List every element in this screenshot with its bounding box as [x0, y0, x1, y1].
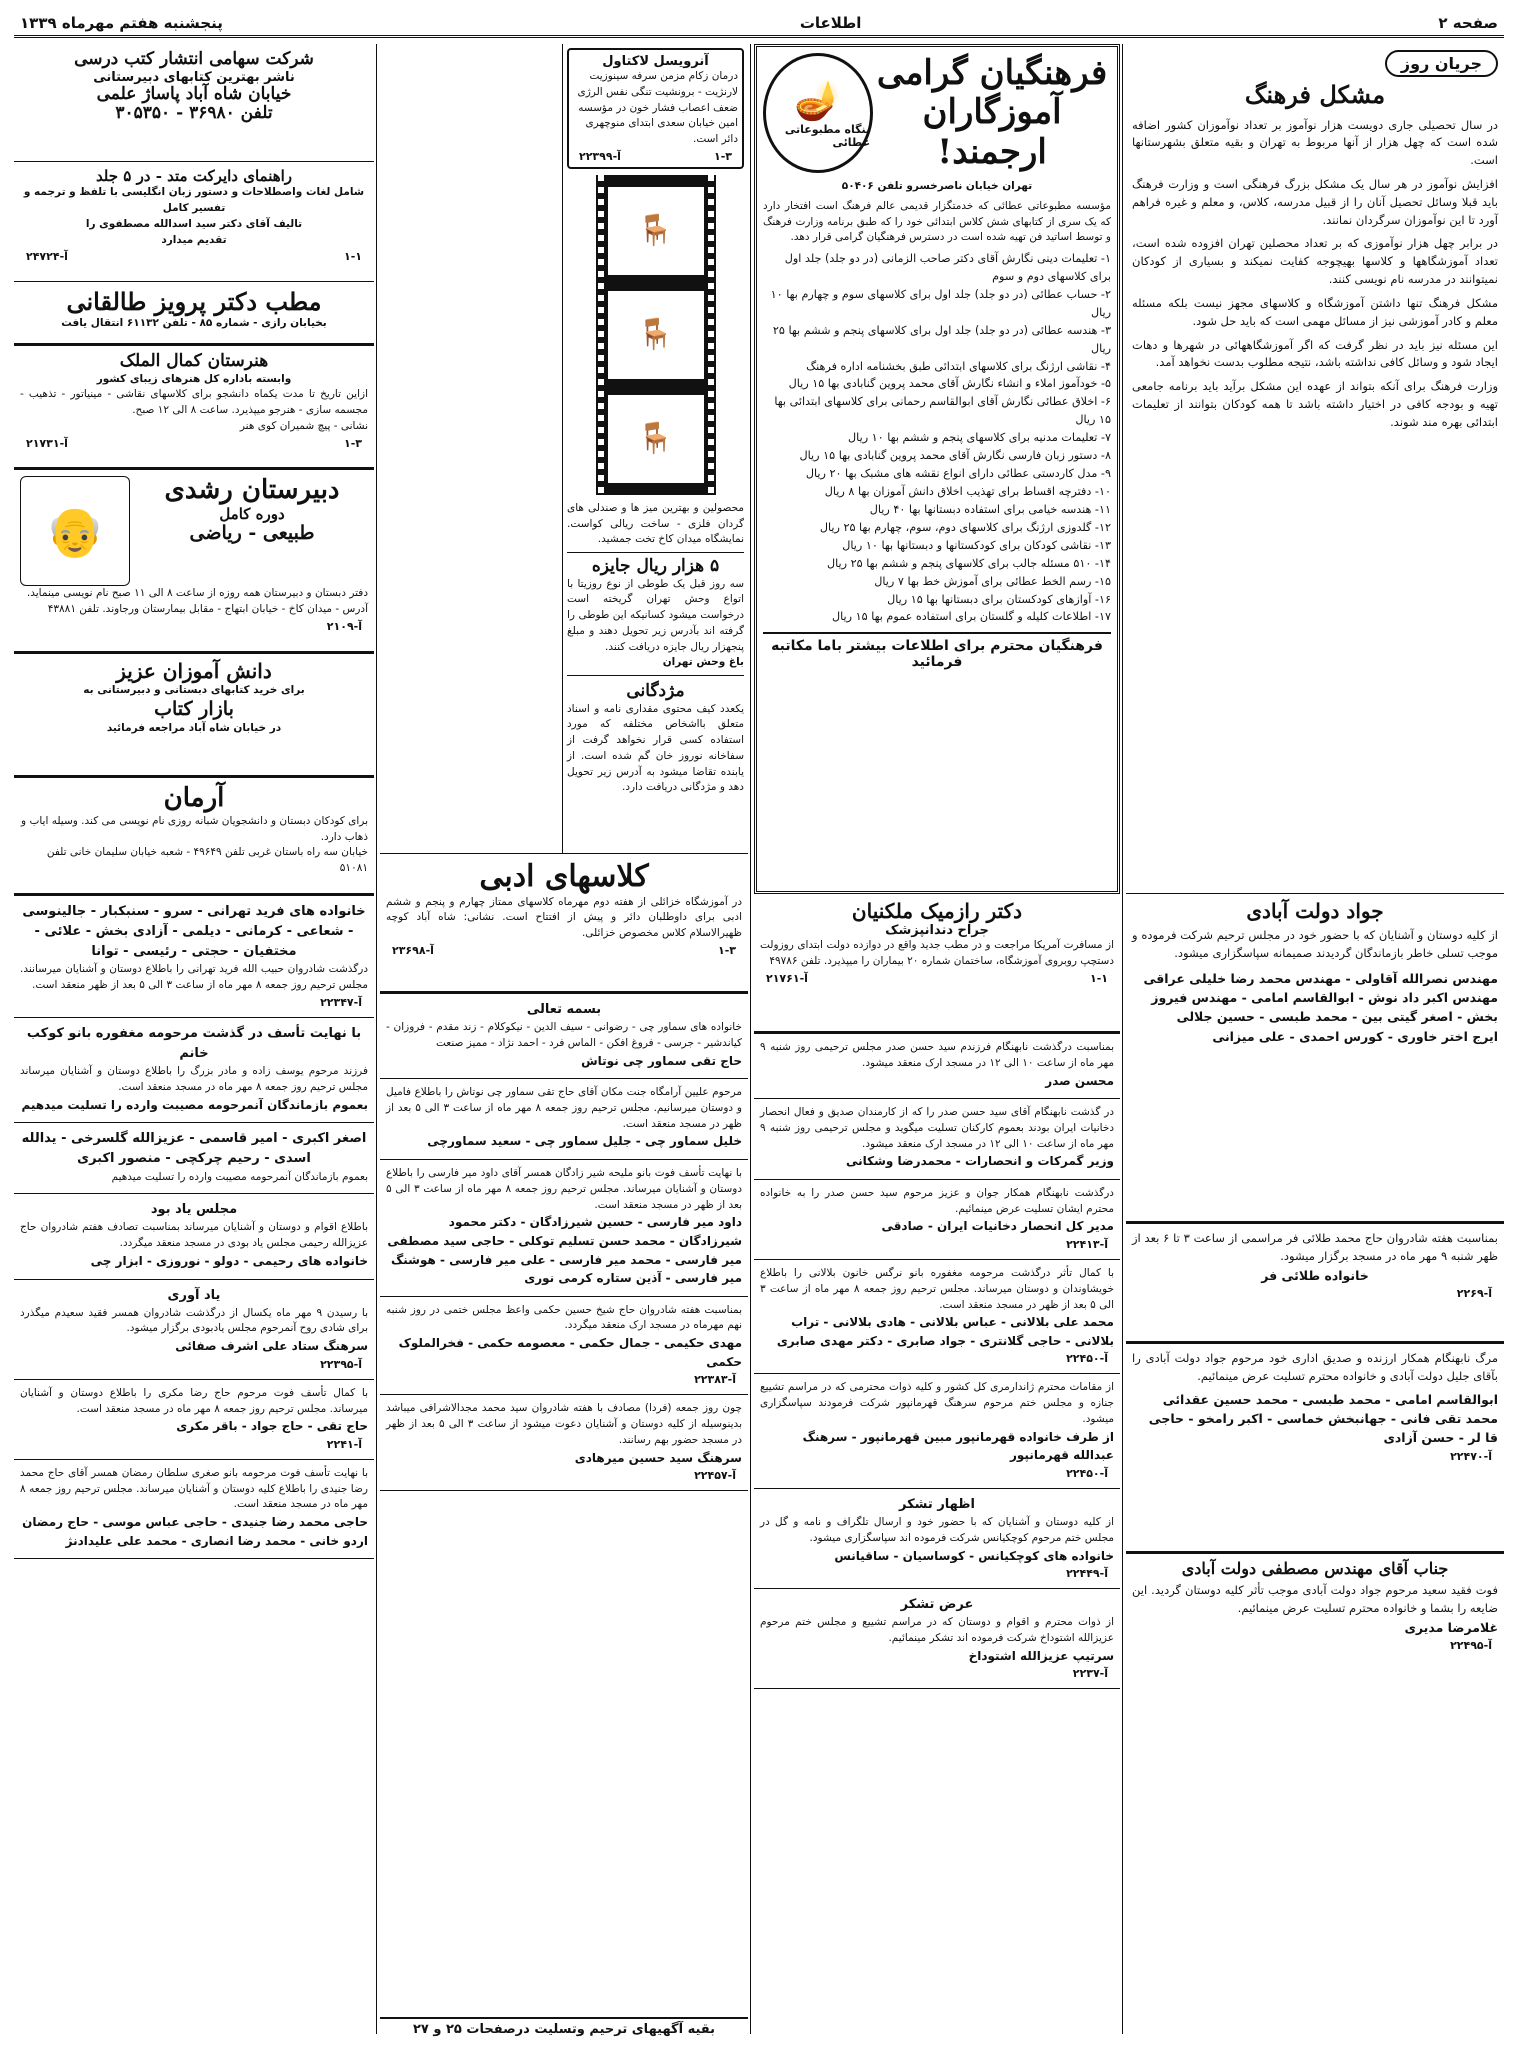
book-list-item: ۱۶- آوازهای کودکستان برای دبستانها بها ۱۵ ریال: [887, 592, 1111, 606]
ad-subtitle: دوره کامل: [219, 504, 285, 523]
ad-footer: فرهنگیان محترم برای اطلاعات بیشتر باما مکاتبه فرمائید: [763, 632, 1111, 670]
notice: [754, 1489, 1120, 1589]
book-list: [763, 250, 1111, 626]
notice-text: فوت فقید سعید مرحوم جواد دولت آبادی موجب تأثر کلیه دوستان گردید. این ضایعه را بشما و خانواده محترم تسلیت عرض مینمائیم.: [1132, 1583, 1498, 1616]
chair-icon: 🪑: [608, 291, 704, 379]
ad-address: بخیابان رازی - شماره ۸۵ - تلفن ۶۱۱۳۲ انتقال یافت: [61, 316, 327, 329]
ad-line: راهنمای دایرکت متد - در ۵ جلد: [95, 167, 293, 185]
editorial-paragraph: این مسئله نیز باید در نظر گرفت که اگر آموزشگاههائی در شهرها و دهات ایجاد شود و وسائل کافی نداشته باشد، نتیجه مطلوب بدست نخواهد آمد.: [1132, 337, 1498, 370]
notice: [380, 994, 748, 1079]
ad-title: مژدگانی: [626, 681, 685, 702]
notice-title: با نهایت تأسف در گذشت مرحومه مغفوره بانو کوکب خانم: [26, 1025, 362, 1062]
editorial-title: مشکل فرهنگ: [1244, 80, 1386, 109]
notice-sign: سرهنگ سید حسین میرهادی: [574, 1450, 742, 1465]
ad-ref: ۱-۱: [344, 250, 362, 264]
arman-school-ad: [14, 778, 374, 896]
editorial-paragraph: وزارت فرهنگ برای آنکه بتواند از عهده این مشکل برآید باید برنامه جامعی تهیه و بودجه کافی در اختیار داشته باشد تا همه کودکان بتوانند از تعلیمات ابتدائی بهره مند شوند.: [1132, 379, 1498, 429]
column-4: [14, 44, 374, 2040]
notice: [380, 1297, 748, 1396]
notice-sign: وزیر گمرکات و انحصارات - محمدرضا وشکانی: [845, 1154, 1114, 1169]
notice-list: [14, 896, 374, 1559]
notice-text: درگذشت شادروان حبیب الله فرید تهرانی را باطلاع دوستان و آشنایان میرسانند. مجلس ترحیم روز جمعه ۸ مهر ماه از ساعت ۳ الی ۵ بعد از ظهر منعقد است.: [20, 963, 368, 992]
notice-sign: غلامرضا مدیری: [1404, 1620, 1498, 1636]
ad-ref: آ-۲۲۳۴۷: [320, 995, 362, 1009]
notice: [754, 1099, 1120, 1180]
ad-stack-right: [562, 44, 748, 853]
founder-portrait: [20, 476, 130, 586]
ad-intro: مؤسسه مطبوعاتی عطائی که خدمتگزار قدیمی عالم فرهنگ است افتخار دارد که یک سری از کتابهای شش کلاس ابتدائی خود را که طبق برنامه وزارت فرهنگ و توسط اساتید فن تهیه شده است در دسترس فرهنگیان گرامی قرار دهد.: [763, 199, 1111, 244]
book-list-item: ۱۵- رسم الخط عطائی برای آموزش خط بها ۷ ریال: [874, 574, 1111, 588]
condolence-notice: [1126, 1554, 1504, 1754]
ad-ref: آ-۲۲۳۹۵: [320, 1357, 362, 1371]
notice-names: مهندس نصرالله آقاولی - مهندس محمد رضا خلیلی عراقی: [1143, 970, 1498, 986]
notice-sign: حاجی محمد رضا جنیدی - حاجی عباس موسی - حاج رمضان اردو خانی - محمد رضا انصاری - محمد علی علیدادنژ: [22, 1515, 368, 1548]
memorial-notice: [1126, 1224, 1504, 1344]
ad-subject: طبیعی - ریاضی: [189, 522, 315, 545]
notice: [14, 1123, 374, 1194]
portrait-icon: 👴: [45, 503, 105, 560]
publisher-address: تهران خیابان ناصرخسرو تلفن ۵۰۴۰۶: [841, 180, 1033, 192]
ad-ref: آ-۲۲۳۹۹: [579, 149, 621, 163]
ad-ref: آ-۲۲۳۸۳: [694, 1373, 736, 1387]
notice-sign: مهدی حکیمی - جمال حکمی - معصومه حکمی - فخرالملوک حکمی: [398, 1336, 742, 1369]
book-guide-ad: [14, 162, 374, 282]
ad-ref: آ-۲۲۶۹: [1456, 1287, 1492, 1300]
ad-ref: آ-۲۳۶۹۸: [392, 943, 434, 957]
notice-sign: از طرف خانواده قهرمانپور مبین قهرمانپور - سرهنگ عبدالله قهرمانپور: [802, 1429, 1114, 1463]
notice-title: مجلس یاد بود: [150, 1202, 238, 1218]
publisher-emblem: [763, 53, 873, 173]
notice-text: از مقامات محترم ژاندارمری کل کشور و کلیه ذوات محترمی که در مراسم تشییع جنازه و مجلس ختم مرحوم سرهنگ قهرمانپور شرکت فرمودند سپاسگزاری میشود.: [760, 1381, 1114, 1425]
notice-sign: خانواده های کوچکیانس - کوساسیان - ساقیانس: [834, 1548, 1114, 1563]
notice-text: بمناسبت درگذشت نابهنگام فرزندم سید حسن صدر مجلس ترحیمی روز شنبه ۹ مهر ماه از ساعت ۱۰ الی ۱۲ در مسجد ارک منعقد میشود.: [760, 1041, 1114, 1069]
ad-subtitle: وابسته باداره کل هنرهای زیبای کشور: [96, 372, 292, 385]
ad-ref: آ-۲۲۴۵۰: [1066, 1466, 1108, 1480]
ad-sign: باغ وحش تهران: [662, 656, 744, 669]
ad-ref: آ-۲۲۴۷۰: [1450, 1449, 1492, 1463]
prize-ad: [567, 553, 744, 671]
ad-address: خیابان سه راه باستان غربی تلفن ۴۹۶۴۹ - شعبه خیابان سلیمان خانی تلفن ۵۱۰۸۱: [46, 846, 368, 875]
ad-ref: آ-۲۱۰۹: [326, 619, 362, 633]
ad-title: آرمان: [163, 783, 225, 813]
notice-text: از ذوات محترم و اقوام و دوستان که در مراسم تشییع و مجلس ختم مرحوم عزیزالله اشتوداخ شرکت فرموده اند تشکر مینمائیم.: [760, 1616, 1114, 1645]
column-rule: [376, 44, 377, 2034]
ad-text: ازاین تاریخ تا مدت یکماه دانشجو برای کلاسهای نقاشی - مینیاتور - تذهیب - مجسمه سازی - هنرجو میپذیرد. ساعت ۸ الی ۱۲ صبح.: [20, 388, 368, 417]
ad-address: نشانی - پیچ شمیران کوی هنر: [239, 419, 368, 432]
book-list-item: ۸- دستور زبان فارسی نگارش آقای محمد پروین گنابادی بها ۱۵ ریال: [799, 449, 1111, 463]
book-list-item: ۹- مدل کاردستی عطائی دارای انواع نقشه های مشبک بها ۲۰ ریال: [805, 467, 1111, 481]
ad-ref: آ-۲۲۴۱۳: [1066, 1238, 1108, 1252]
notice-text: با رسیدن ۹ مهر ماه یکسال از درگذشت شادروان همسر فقید سعیدم میگذرد برای شادی روح آنمرحوم مجلس یادبودی برگزار میشود.: [20, 1306, 369, 1335]
reward-ad: [567, 675, 744, 796]
notice-text: با کمال تأثر درگذشت مرحومه مغفوره بانو نرگس خانون بلالانی را باطلاع خویشاوندان و دوستان میرساند. مجلس ترحیم روز جمعه ۸ مهر ماه از ساعت ۳ الی ۵ بعد از ظهر در مسجد منعقد است.: [760, 1267, 1114, 1311]
book-list-item: ۴- نقاشی ارژنگ برای کلاسهای ابتدائی طبق بخشنامه اداره فرهنگ: [806, 359, 1111, 373]
book-list-item: ۷- تعلیمات مدنیه برای کلاسهای پنجم و ششم بها ۱۰ ریال: [848, 431, 1111, 445]
publisher-ad: [14, 44, 374, 162]
column-rule: [1122, 44, 1123, 2034]
notice-names: مهندس اکبر داد نوش - ابوالقاسم امامی - مهندس فیروز: [1151, 990, 1498, 1005]
ad-title: ۵ هزار ریال جایزه: [591, 556, 720, 576]
ad-ref: آ-۲۲۴۱: [326, 1437, 362, 1451]
ad-ref: ۱-۳: [344, 436, 362, 450]
editorial-paragraph: در سال تحصیلی جاری دویست هزار نوآموز بر تعداد نوآموزان کشور اضافه شده است که چهل هزار از آنها مربوط به تهران و بقیه متعلق بشهرستانها است.: [1132, 117, 1498, 168]
emblem-text: بنگاه مطبوعاتی عطائی: [784, 122, 871, 149]
notice-title: جواد دولت آبادی: [1246, 899, 1384, 923]
ad-text: یکعدد کیف محتوی مقداری نامه و اسناد متعلق بااشخاص مختلفه که مورد استفاده کسی قرار نخواهد گرفت از سفاخانه نوروز خان گم شده است. از یابنده تقاضا میشود به آدرس زیر تحویل دهد و مژدگانی دریافت دارد.: [567, 702, 744, 794]
art-school-ad: [14, 346, 374, 470]
ad-title: دبیرستان رشدی: [164, 475, 340, 505]
notice-text: با نهایت تأسف فوت بانو ملیحه شیر زادگان همسر آقای داود میر فارسی را باطلاع دوستان و آشنایان میرساند. مجلس ترحیم روز جمعه ۸ مهر ماه از ساعت ۳ الی ۵ بعد از ظهر در مسجد منعقد است.: [386, 1167, 742, 1211]
notice-text: درگذشت نابهنگام همکار جوان و عزیز مرحوم سید حسن صدر را به خانواده محترم ایشان تسلیت عرض مینمائیم.: [760, 1186, 1114, 1215]
ad-address: آدرس - میدان کاخ - خیابان ابتهاج - مقابل بیمارستان ورجاوند. تلفن ۴۳۸۸۱: [47, 602, 368, 615]
book-list-item: ۱۱- هندسه خیامی برای استفاده دبستانها بها ۴۰ ریال: [869, 502, 1111, 516]
ad-text: درمان زکام مزمن سرفه سینوزیت لارنژیت - برونشیت تنگی نفس الرژی ضعف اعصاب فشار خون در مؤسسه امین خیابان سعدی ابتدای منوچهری دائر است.: [577, 70, 738, 145]
ad-title: مطب دکتر پرویز طالقانی: [66, 287, 322, 316]
ad-ref: آ-۲۲۴۴۹: [1066, 1567, 1108, 1581]
editorial-paragraph: در برابر چهل هزار نوآموزی که بر تعداد محصلین تهران افزوده شده است، تعداد آموزشگاهها و کلاسها بهیچوجه کفایت نمیکند و بسیاری از کودکان نمیتوانند در مدرسه نام نویسی کنند.: [1132, 236, 1498, 287]
notice-text: مرحوم علیین آرامگاه جنت مکان آقای حاج تقی سماور چی نوتاش را باطلاع فامیل و دوستان میرسانیم. مجلس ترحیم روز جمعه ۸ مهر ماه از ساعت ۳ الی ۵ بعد از ظهر در مسجد منعقد است.: [386, 1086, 742, 1130]
notice-sign: حاج تقی - حاج جواد - باقر مکری: [176, 1419, 368, 1434]
book-list-item: ۱- تعلیمات دینی نگارش آقای دکتر صاحب الزمانی (در دو جلد) جلد اول برای کلاسهای دوم و سوم: [784, 252, 1111, 283]
notice-sign: محمد علی بلالانی - عباس بلالانی - هادی بلالانی - تراب بلالانی - حاجی گلانتری - جواد صابری - دکتر مهدی صابری: [776, 1315, 1114, 1348]
ad-shop: بازار کتاب: [154, 697, 234, 720]
notice-title: اظهار تشکر: [899, 1496, 975, 1512]
section-tag: جریان روز: [1385, 50, 1498, 77]
book-list-item: ۱۴- ۵۱۰ مسئله جالب برای کلاسهای پنجم و ششم بها ۲۵ ریال: [827, 556, 1111, 570]
notice-text: از کلیه دوستان و آشنایان که با حضور خود در مجلس ترحیم شرکت فرموده و موجب تسلی خاطر بازماندگان گردیدند صمیمانه سپاسگزاری میشود.: [1132, 928, 1498, 960]
high-school-ad: [14, 470, 374, 654]
notice-text: فرزند مرحوم یوسف زاده و مادر بزرگ را باطلاع دوستان و آشنایان میرساند مجلس ترحیم روز جمعه ۸ مهر ماه در مسجد منعقد است.: [20, 1065, 368, 1093]
furniture-ad-image: [596, 175, 716, 495]
notice-title: اصغر اکبری - امیر قاسمی - عزیزالله گلسرخی - یدالله اسدی - رحیم چرکچی - منصور اکبری: [21, 1131, 367, 1167]
notice-sign: محسن صدر: [1045, 1073, 1114, 1088]
ad-text: از مسافرت آمریکا مراجعت و در مطب جدید واقع در دوازده دولت ابتدای روزولت دستچپ روبروی آموزشگاه، ساختمان شماره ۲۰ بیماران را میپذیرد. تلفن ۴۹۷۸۶: [760, 939, 1114, 967]
ad-title: آنرویسل لاکتاول: [602, 54, 709, 69]
ad-text: سه روز قبل یک طوطی از نوع روزیتا با اتواع وحش تهران گریخته است درخواست میشود کسانیکه این طوطی را گرفته اند بآدرس زیر تحویل دهند و مبلغ پنجهزار ریال جایزه دریافت کنند.: [567, 577, 744, 653]
notice-names: ایرج اختر خاوری - کورس احمدی - علی میزانی: [1212, 1028, 1498, 1044]
notice-sign: خلیل سماور چی - جلیل سماور چی - سعید سماورچی: [427, 1134, 742, 1149]
notice-sign: خانواده طلائی فر: [1261, 1267, 1369, 1283]
notice-text: در گذشت نابهنگام آقای سید حسن صدر را که از کارمندان صدیق و فعال انحصار دخانیات ایران بودند بعموم کارکنان تسلیت میگوید و مجلس ترحیمی روز شنبه ۹ مهر ماه از ساعت ۱۰ الی ۱۲ در مسجد ارک منعقد میشود.: [760, 1106, 1114, 1150]
medical-ad: [567, 48, 744, 169]
condolence-notice: [1126, 894, 1504, 1224]
notice-text: بعموم بازماندگان آنمرحومه مصیبت وارده را تسلیت میدهیم: [111, 1170, 368, 1183]
issue-date: پنجشنبه هفتم مهرماه ۱۳۳۹: [20, 13, 223, 32]
chair-icon: 🪑: [608, 395, 704, 483]
notice-title: جناب آقای مهندس مصطفی دولت آبادی: [1181, 1559, 1449, 1578]
notice: [14, 1018, 374, 1123]
notice-text: باطلاع اقوام و دوستان و آشنایان میرساند بمناسبت تصادف هفتم شادروان حاج عزیزالله رحیمی مجلس یاد بودی در مسجد منعقد میگردد.: [20, 1221, 368, 1250]
ad-ref: آ-۲۲۳۷: [1072, 1667, 1108, 1681]
clinic-ad: [14, 282, 374, 346]
notice-sign: سرتیپ عزیزالله اشتوداخ: [968, 1648, 1114, 1663]
notice: [380, 1395, 748, 1491]
dentist-ad: [754, 894, 1120, 1034]
continued-note: بقیه آگهیهای ترحیم وتسلیت درصفحات ۲۵ و ۲۷: [380, 2017, 748, 2040]
ad-headline: فرهنگیان گرامی: [876, 53, 1108, 94]
notice-text: خانواده های سماور چی - رضوانی - سیف الدین - نیکوکلام - زند مقدم - فروزان - کیاندشیر - جرسی - فروغ افکن - الماس فرد - احمد نژاد - ممیز صنعت: [386, 1021, 742, 1049]
ad-text: برای خرید کتابهای دبستانی و دبیرستانی به: [83, 684, 305, 696]
notice-names: محمد تقی فانی - جهانبخش خماسی - اکبر رامخو - حاجی: [1148, 1411, 1498, 1426]
notice-text: چون روز جمعه (فردا) مصادف با هفته شادروان سید محمد مجدالاشرافی میباشد بدینوسیله از کلیه دوستان و آشنایان دعوت میشود از ساعت ۳ الی ۵ بعد از ظهر در مسجد حضور بهم رسانند.: [386, 1402, 742, 1446]
notice: [754, 1374, 1120, 1488]
notice-text: بمناسبت هفته شادروان حاج محمد طلائی فر مراسمی از ساعت ۳ تا ۶ بعد از ظهر شنبه ۹ مهر ماه در مسجد برگزار میشود.: [1132, 1231, 1498, 1263]
ad-text: دفتر دبستان و دبیرستان همه روزه از ساعت ۸ الی ۱۱ صبح نام نویسی مینماید.: [26, 587, 368, 599]
notice: [754, 1260, 1120, 1374]
lamp-icon: 🪔: [794, 77, 842, 122]
editorial: [1126, 44, 1504, 894]
paper-name: اطلاعات: [799, 13, 862, 32]
notice-sign: مدیر کل انحصار دخانیات ایران - صادقی: [881, 1219, 1114, 1234]
ad-line: تلفن ۳۶۹۸۰ - ۳۰۵۳۵۰: [115, 103, 273, 124]
book-list-item: ۵- خودآموز املاء و انشاء نگارش آقای محمد پروین گنابادی بها ۱۵ ریال: [788, 377, 1111, 391]
ad-ref: آ-۲۲۴۹۵: [1450, 1639, 1492, 1653]
notice: [14, 1460, 374, 1559]
ad-address: در خیابان شاه آباد مراجعه فرمائید: [106, 721, 282, 734]
notice-list: [380, 994, 748, 1491]
ad-title: کلاسهای ادبی: [479, 859, 649, 894]
notice-sign: خانواده های رحیمی - دولو - نوروزی - ابزار چی: [90, 1253, 368, 1268]
ad-headline: آموزگاران ارجمند!: [922, 92, 1062, 172]
notice-sign: سرهنگ ستاد علی اشرف صفائی: [175, 1339, 368, 1354]
book-list-item: ۲- حساب عطائی (در دو جلد) جلد اول برای کلاسهای سوم و چهارم بها ۱۰ ریال: [770, 287, 1111, 319]
notice: [14, 1280, 374, 1380]
ad-text: در آموزشگاه خزائلی از هفته دوم مهرماه کلاسهای ممتاز چهارم و پنجم و ششم ادبی برای داوطلبان دائر و پیش از افتتاح است. نشانی: شاه آباد کوچه ظهیرالاسلام کلاس مخصوص خزائلی.: [386, 895, 742, 939]
page-number: صفحه ۲: [1438, 13, 1498, 32]
newspaper-page: [14, 10, 1504, 2040]
ad-line: شامل لغات واصطلاحات و دستور زبان انگلیسی با تلفظ و ترجمه و تفسیر کامل: [23, 186, 365, 214]
notice-names: ابوالقاسم امامی - محمد طبسی - محمد حسین عقدائی: [1162, 1391, 1498, 1407]
ad-line: شرکت سهامی انتشار کتب درسی: [74, 49, 314, 69]
notice-names: قا لر - حسن آزادی: [1383, 1430, 1498, 1446]
notice-text: بمناسبت هفته شادروان حاج شیخ حسین حکمی واعظ مجلس ختمی در روز شنبه نهم مهرماه در مسجد ارک منعقد میگردد.: [386, 1303, 742, 1332]
notice: [754, 1180, 1120, 1260]
ad-ref: آ-۲۱۷۳۱: [26, 436, 68, 450]
ad-line: تقدیم میدارد: [161, 233, 227, 246]
book-list-item: ۳- هندسه عطائی (در دو جلد) جلد اول برای کلاسهای پنجم و ششم بها ۲۵ ریال: [772, 323, 1111, 355]
ad-ref: ۱-۱: [1090, 971, 1108, 985]
notice: [380, 1079, 748, 1160]
ad-ref: ۱-۳: [714, 149, 732, 163]
ad-title: دانش آموزان عزیز: [116, 659, 272, 683]
notice-sign: بعموم بازماندگان آنمرحومه مصیبت وارده را تسلیت میدهیم: [21, 1097, 368, 1112]
notice-sign: داود میر فارسی - حسین شیرزادگان - دکتر محمود شیرزادگان - محمد حسن تسلیم توکلی - حاجی سید مصطفی میر فارسی - محمد میر فارسی - علی میر فارسی - هوشنگ میر فارسی - آذین ستاره کرمی نوری: [387, 1215, 742, 1286]
column-rule: [750, 44, 751, 2034]
ad-line: خیابان شاه آباد پاساژ علمی: [96, 83, 292, 104]
ad-ref: ۱-۳: [718, 943, 736, 957]
ad-title: هنرستان کمال الملک: [119, 351, 269, 371]
notice-text: از کلیه دوستان و آشنایان که با حضور خود و ارسال تلگراف و نامه و گل در مجلس ختم مرحوم کوچکیانس شرکت فرموده اند سپاسگزاری میشود.: [760, 1516, 1114, 1544]
column-2: [754, 44, 1120, 2040]
notice-sign: حاج تقی سماور چی نوتاش: [581, 1053, 742, 1068]
editorial-paragraph: مشکل فرهنگ تنها داشتن آموزشگاه و کلاسهای مجهز نیست بلکه مسئله معلم و کادر آموزشی نیز از مسائل مهمی است که باید حل شود.: [1132, 295, 1498, 328]
chair-icon: 🪑: [608, 187, 704, 275]
editorial-paragraph: افزایش نوآموز در هر سال یک مشکل بزرگ فرهنگی است و وزارت فرهنگ باید قبلا وسائل تحصیل آنان را از قبیل مدرسه، کلاس، و معلم و غیره فراهم آورد تا این نوآموزان سرگردان نمانند.: [1132, 177, 1498, 227]
publisher-ad: [754, 44, 1120, 894]
notice-text: با نهایت تأسف فوت مرحومه بانو صغری سلطان رمضان همسر آقای حاج محمد رضا جنیدی را باطلاع کلیه دوستان و آشنایان میرساند. مجلس ترحیم روز جمعه ۸ مهر ماه در مسجد منعقد است.: [20, 1466, 368, 1511]
notice-text: با کمال تأسف فوت مرحوم حاج رضا مکری را باطلاع دوستان و آشنایان میرساند. مجلس ترحیم روز جمعه ۸ مهر ماه در مسجد منعقد است.: [20, 1386, 368, 1415]
notice-text: مرگ نابهنگام همکار ارزنده و صدیق اداری خود مرحوم جواد دولت آبادی را بآقای جلیل دولت آبادی و خانواده محترم تسلیت عرض مینمائیم.: [1132, 1351, 1498, 1383]
notice-title: عرض تشکر: [900, 1597, 974, 1613]
bookshop-ad: [14, 654, 374, 778]
ad-subtitle: جراح دندانپزشک: [885, 923, 989, 938]
notice: [14, 1380, 374, 1460]
notice-title: یاد آوری: [167, 1287, 221, 1303]
book-list-item: ۱۳- نقاشی کودکان برای کودکستانها و دبستانها بها ۱۰ ریال: [842, 538, 1111, 552]
book-list-item: ۱۲- گلدوزی ارژنگ برای کلاسهای دوم، سوم، چهارم بها ۲۵ ریال: [819, 520, 1111, 534]
book-list-item: ۶- اخلاق عطائی نگارش آقای ابوالقاسم رحمانی برای کلاسهای ابتدائی بها ۱۵ ریال: [774, 395, 1111, 427]
condolence-notice: [1126, 1344, 1504, 1554]
notice: [14, 1194, 374, 1279]
ad-ref: آ-۲۴۷۲۴: [26, 250, 68, 264]
ad-ref: آ-۲۲۴۵۰: [1066, 1352, 1108, 1366]
column-editorial: [1126, 44, 1504, 2040]
masthead: [14, 10, 1504, 38]
ad-ref: آ-۲۲۴۵۷: [694, 1469, 736, 1483]
furniture-ad-text: محصولین و بهترین میز ها و صندلی های گردان فلزی - ساخت ریالی کواست. نمایشگاه میدان کاخ تخت جمشید.: [567, 501, 744, 553]
book-list-item: ۱۰- دفترچه اقساط برای تهذیب اخلاق دانش آموزان بها ۸ ریال: [824, 484, 1111, 498]
ad-text: برای کودکان دبستان و دانشجویان شبانه روزی نام نویسی می کند. وسیله ایاب و ذهاب دارد.: [21, 814, 368, 843]
notice-title: بسمه تعالی: [526, 1002, 602, 1017]
notice-names: بخش - اصغر گیتی بین - محمد طبسی - حسین جلالی: [1176, 1009, 1498, 1025]
notice-title: خانواده های فرید تهرانی - سرو - سنبکبار - جالینوسی - شعاعی - کرمانی - دیلمی - آزادی بخش - علائی - مختفیان - حجتی - رئیسی - توانا: [22, 904, 366, 960]
notice: [14, 896, 374, 1018]
ad-title: دکتر رازمیک ملکنیان: [851, 899, 1023, 923]
class-ad: [380, 854, 748, 994]
column-3: [380, 44, 748, 2040]
book-list-item: ۱۷- اطلاعات کلیله و گلستان برای استفاده عموم بها ۱۵ ریال: [831, 610, 1111, 624]
notice: [754, 1034, 1120, 1099]
notice: [754, 1589, 1120, 1689]
ad-line: ناشر بهترین کتابهای دبیرستانی: [93, 69, 295, 85]
ad-ref: آ-۲۱۷۶۱: [766, 971, 808, 985]
notice-list: [754, 1034, 1120, 1689]
notice: [380, 1160, 748, 1297]
ad-line: تالیف آقای دکتر سید اسدالله مصطفوی را: [85, 217, 303, 230]
